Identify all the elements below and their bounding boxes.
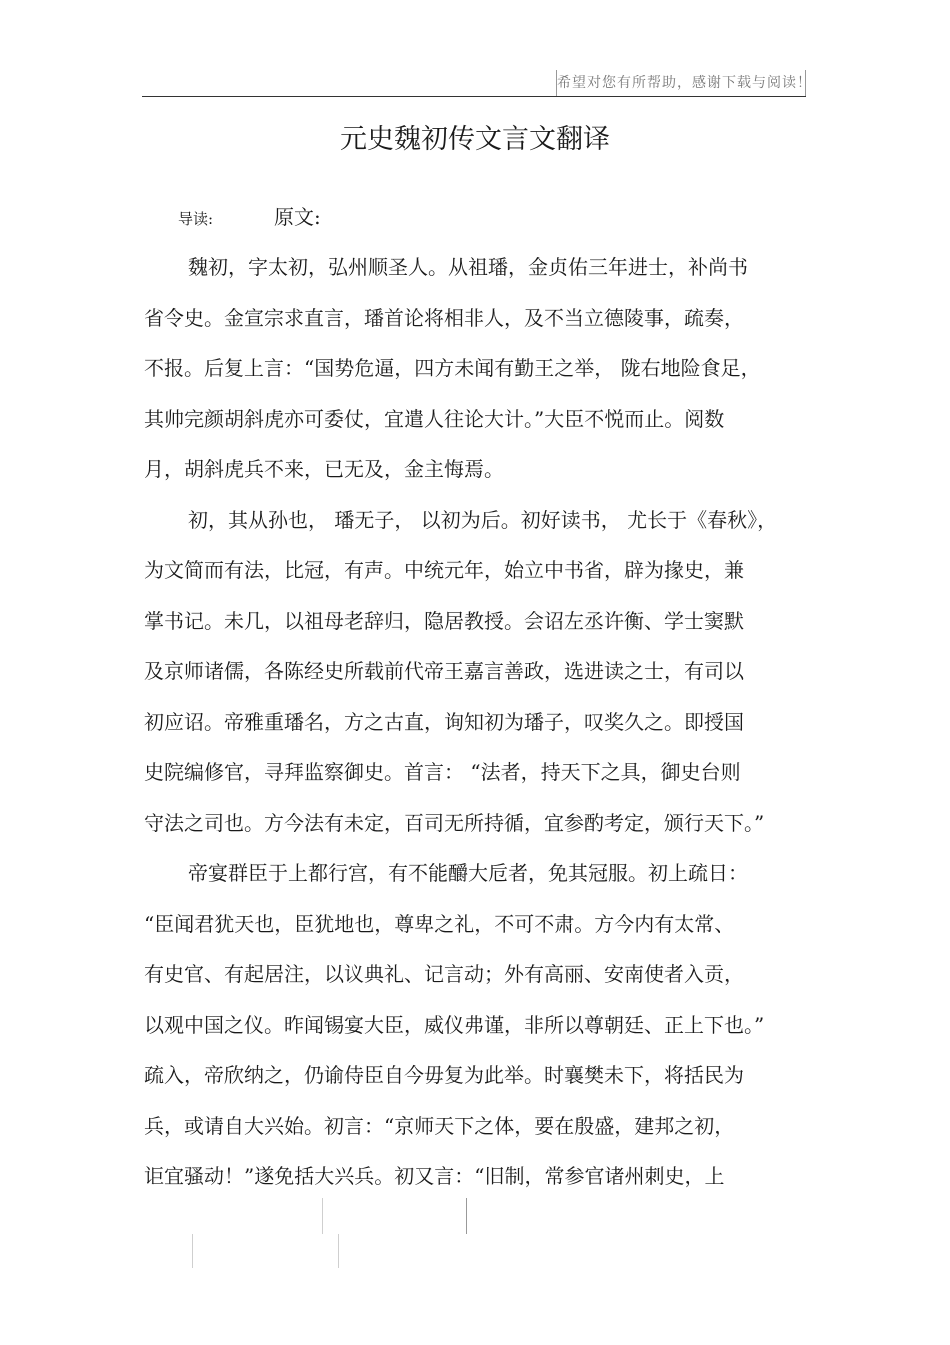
text-line: 初，其从孙也， 璠无子， 以初为后。初好读书， 尤长于《春秋》， [188, 507, 778, 532]
lead-label: 导读: [178, 210, 214, 228]
lead-row [178, 200, 321, 234]
header-note: 希望对您有所帮助，感谢下载与阅读！ [556, 70, 806, 96]
text-line: 有史官、有起居注，以议典礼、记言动；外有高丽、安南使者入贡， [144, 962, 744, 986]
body-text [144, 249, 804, 1209]
footer-divider [322, 1198, 323, 1234]
footer-divider [338, 1234, 339, 1268]
text-line: 月，胡斜虎兵不来，已无及，金主悔焉。 [144, 457, 504, 481]
text-line: 讵宜骚动！”遂免括大兴兵。初又言：“旧制，常参官诸州刺史，上 [144, 1164, 725, 1188]
text-line: 掌书记。未几，以祖母老辞归，隐居教授。会诏左丞许衡、学士窦默 [144, 608, 744, 633]
text-line: 为文简而有法，比冠，有声。中统元年，始立中书省，辟为掾史，兼 [144, 558, 744, 582]
footer-divider [466, 1198, 467, 1234]
text-line: 不报。后复上言：“国势危逼，四方未闻有勤王之举， 陇右地险食足， [144, 356, 761, 380]
text-line: 初应诏。帝雅重璠名，方之古直，询知初为璠子，叹奖久之。即授国 [144, 709, 744, 734]
text-line: 省令史。金宣宗求直言，璠首论将相非人，及不当立德陵事，疏奏， [144, 305, 744, 330]
footer-divider [192, 1234, 193, 1268]
text-line: 帝宴群臣于上都行宫，有不能釂大卮者，免其冠服。初上疏日： [188, 861, 748, 885]
text-line: 守法之司也。方今法有未定，百司无所持循，宜参酌考定，颁行天下。” [144, 810, 765, 835]
text-line: 其帅完颜胡斜虎亦可委仗，宜遣人往论大计。”大臣不悦而止。阅数 [144, 406, 725, 431]
text-line: 及京师诸儒，各陈经史所载前代帝王嘉言善政，选进读之士，有司以 [144, 659, 744, 683]
document-title: 元史魏初传文言文翻译 [340, 124, 610, 155]
text-line: 魏初，字太初，弘州顺圣人。从祖璠，金贞佑三年进士，补尚书 [188, 255, 748, 279]
text-line: 兵，或请自大兴始。初言：“京师天下之体，要在殷盛，建邦之初， [144, 1113, 735, 1138]
text-line: 史院编修官，寻拜监察御史。首言： “法者，持天下之具，御史台则 [144, 760, 741, 784]
text-line: 疏入，帝欣纳之，仍谕侍臣自今毋复为此举。时襄樊未下，将括民为 [144, 1063, 744, 1087]
section-label: 原文: [274, 205, 321, 229]
text-line: 以观中国之仪。昨闻锡宴大臣，威仪弗谨，非所以尊朝廷、正上下也。” [144, 1012, 765, 1037]
header-rule [142, 96, 806, 97]
text-line: “臣闻君犹天也，臣犹地也，尊卑之礼，不可不肃。方今内有太常、 [144, 911, 735, 936]
